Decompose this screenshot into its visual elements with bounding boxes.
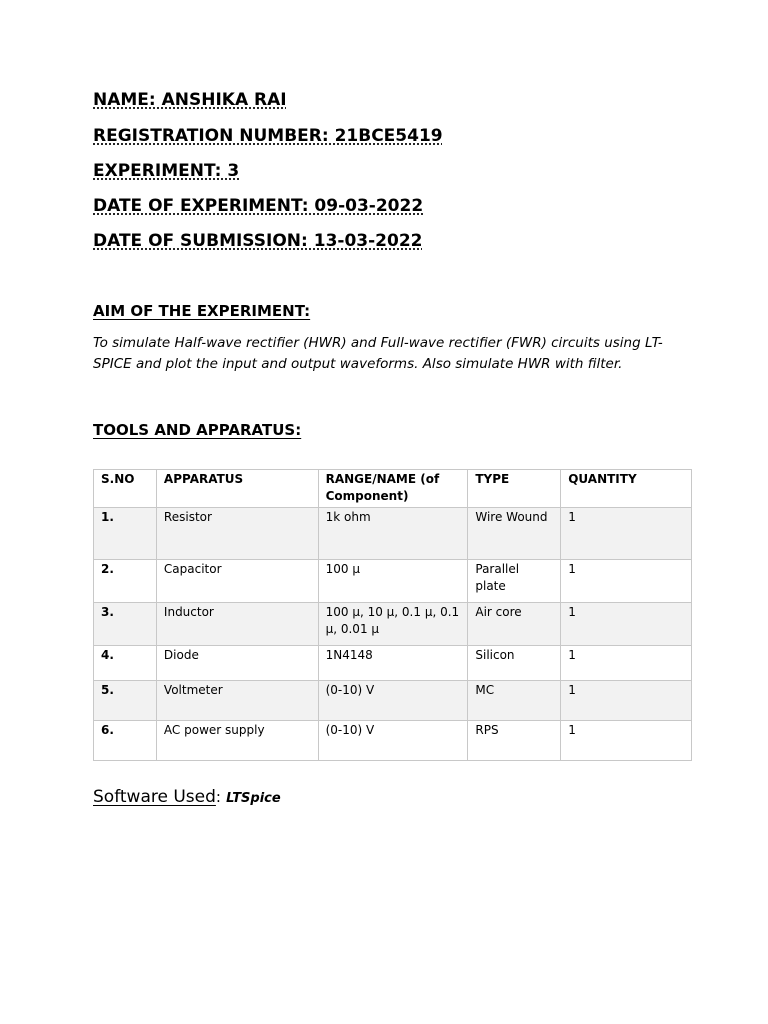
cell-apparatus: Capacitor: [156, 560, 318, 603]
table-row: [94, 603, 692, 646]
cell-sno: 6.: [94, 721, 157, 761]
software-label: Software Used: [93, 787, 216, 807]
cell-quantity: 1: [561, 560, 692, 603]
table-header-row: [94, 470, 692, 508]
cell-type: Parallel plate: [468, 560, 561, 603]
table-row: [94, 508, 692, 560]
aim-text: To simulate Half-wave rectifier (HWR) and Full-wave rectifier (FWR) circuits using LT-SPICE and plot the input and output waveforms. Also simulate HWR with filter.: [93, 335, 663, 372]
cell-type: Silicon: [468, 646, 561, 681]
software-colon: :: [215, 788, 221, 806]
column-header: TYPE: [468, 470, 561, 508]
cell-quantity: 1: [561, 603, 692, 646]
column-header: RANGE/NAME (of Component): [318, 470, 468, 508]
cell-apparatus: Resistor: [156, 508, 318, 560]
table-row: [94, 721, 692, 761]
cell-range: (0-10) V: [318, 681, 468, 721]
cell-type: RPS: [468, 721, 561, 761]
cell-type: Air core: [468, 603, 561, 646]
cell-type: Wire Wound: [468, 508, 561, 560]
cell-apparatus: Voltmeter: [156, 681, 318, 721]
table-row: [94, 646, 692, 681]
cell-apparatus: Diode: [156, 646, 318, 681]
cell-sno: 3.: [94, 603, 157, 646]
cell-range: 100 μ: [318, 560, 468, 603]
cell-sno: 5.: [94, 681, 157, 721]
cell-sno: 4.: [94, 646, 157, 681]
software-used: [93, 787, 281, 807]
software-value: LTSpice: [226, 791, 281, 806]
column-header: S.NO: [94, 470, 157, 508]
registration-number: REGISTRATION NUMBER: 21BCE5419: [93, 126, 443, 146]
experiment-number: EXPERIMENT: 3: [93, 161, 240, 181]
date-of-experiment: DATE OF EXPERIMENT: 09-03-2022: [93, 196, 424, 216]
cell-quantity: 1: [561, 646, 692, 681]
aim-heading: AIM OF THE EXPERIMENT:: [93, 302, 311, 320]
cell-range: 1k ohm: [318, 508, 468, 560]
cell-range: (0-10) V: [318, 721, 468, 761]
cell-range: 100 μ, 10 μ, 0.1 μ, 0.1 μ, 0.01 μ: [318, 603, 468, 646]
student-name: NAME: ANSHIKA RAI: [93, 90, 287, 110]
cell-quantity: 1: [561, 681, 692, 721]
cell-quantity: 1: [561, 721, 692, 761]
apparatus-table: [93, 469, 692, 761]
table-row: [94, 681, 692, 721]
tools-heading: TOOLS AND APPARATUS:: [93, 421, 302, 439]
cell-apparatus: AC power supply: [156, 721, 318, 761]
cell-sno: 1.: [94, 508, 157, 560]
cell-type: MC: [468, 681, 561, 721]
column-header: APPARATUS: [156, 470, 318, 508]
table-row: [94, 560, 692, 603]
date-of-submission: DATE OF SUBMISSION: 13-03-2022: [93, 231, 423, 251]
cell-quantity: 1: [561, 508, 692, 560]
cell-apparatus: Inductor: [156, 603, 318, 646]
cell-sno: 2.: [94, 560, 157, 603]
column-header: QUANTITY: [561, 470, 692, 508]
cell-range: 1N4148: [318, 646, 468, 681]
